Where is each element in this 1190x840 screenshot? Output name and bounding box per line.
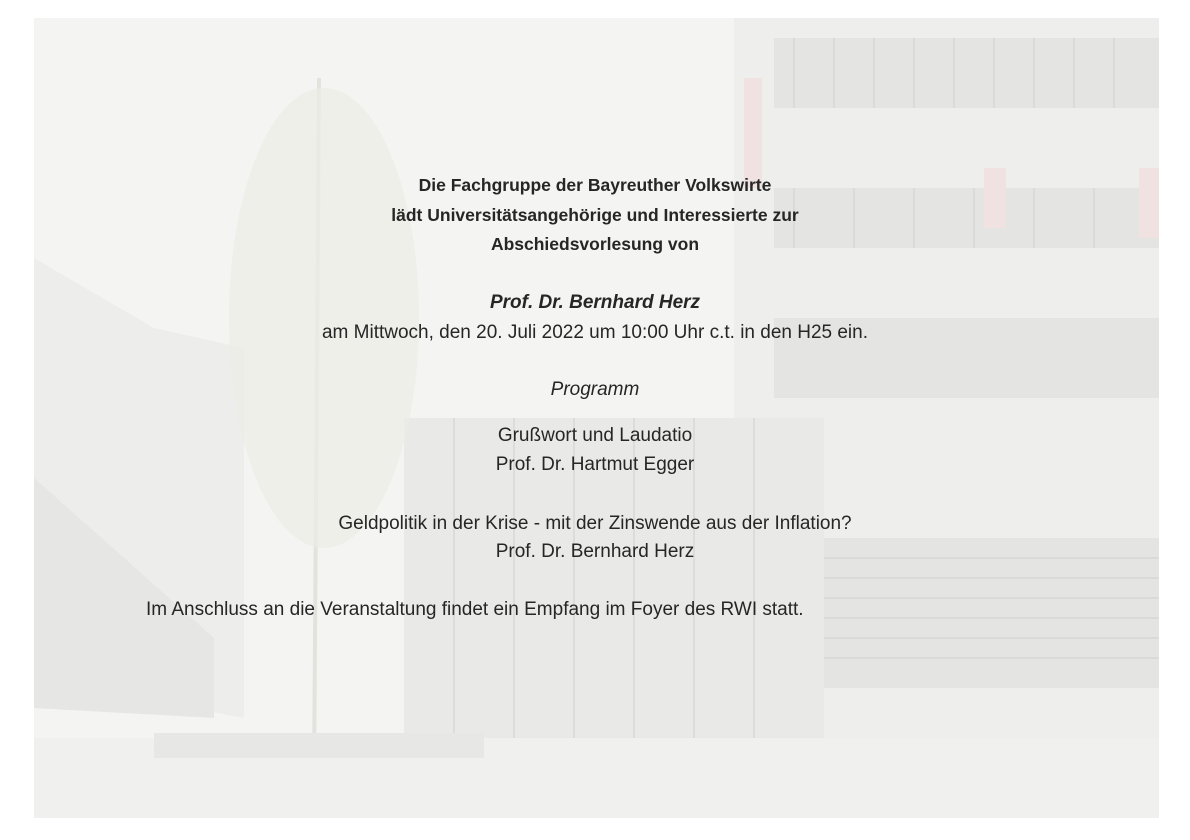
closing-line: Im Anschluss an die Veranstaltung findet ein Empfang im Foyer des RWI statt. [146, 599, 804, 620]
program-item-1-title: Grußwort und Laudatio [497, 425, 693, 446]
program-item-2-title: Geldpolitik in der Krise - mit der Zinswende aus der Inflation? [338, 513, 852, 534]
program-item-2-speaker: Prof. Dr. Bernhard Herz [495, 541, 695, 562]
program-title: Programm [550, 379, 640, 400]
date-location-line: am Mittwoch, den 20. Juli 2022 um 10:00 Uhr c.t. in den H25 ein. [321, 322, 869, 343]
heading-line-1: Die Fachgruppe der Bayreuther Volkswirte [418, 175, 772, 195]
speaker-name: Prof. Dr. Bernhard Herz [489, 292, 701, 313]
heading-line-3: Abschiedsvorlesung von [490, 234, 700, 254]
program-item-1-speaker: Prof. Dr. Hartmut Egger [495, 454, 695, 475]
heading-line-2: lädt Universitätsangehörige und Interessierte zur [391, 205, 799, 225]
